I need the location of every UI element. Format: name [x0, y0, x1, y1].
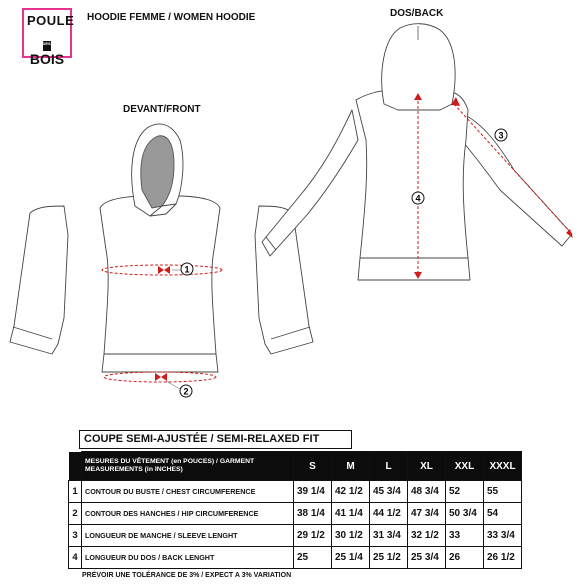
size-table-header-row [69, 452, 522, 481]
marker-3-label: 3 [498, 130, 504, 141]
table-row [69, 503, 522, 525]
tolerance-footnote: PRÉVOIR UNE TOLÉRANCE DE 3% / EXPECT A 3% VARIATION [82, 572, 292, 579]
value-cell: 45 3/4 [370, 481, 408, 503]
value-cell: 50 3/4 [446, 503, 484, 525]
value-cell: 54 [484, 503, 522, 525]
size-header-xxxl: XXXL [484, 452, 522, 481]
row-number: 3 [69, 525, 82, 547]
value-cell: 52 [446, 481, 484, 503]
marker-4-label: 4 [415, 193, 421, 204]
marker-2 [180, 385, 192, 397]
value-cell: 38 1/4 [294, 503, 332, 525]
size-chart-table [68, 451, 522, 569]
marker-4 [412, 192, 424, 204]
value-cell: 33 3/4 [484, 525, 522, 547]
table-row [69, 547, 522, 569]
row-number: 2 [69, 503, 82, 525]
row-number: 1 [69, 481, 82, 503]
value-cell: 42 1/2 [332, 481, 370, 503]
row-label: LONGUEUR DE MANCHE / SLEEVE LENGHT [82, 525, 294, 547]
front-view-label: DEVANT/FRONT [123, 104, 201, 115]
brand-logo-top: POULE [27, 13, 75, 28]
marker-1 [181, 263, 193, 275]
size-header-s: S [294, 452, 332, 481]
value-cell: 41 1/4 [332, 503, 370, 525]
table-row [69, 525, 522, 547]
size-header-xl: XL [408, 452, 446, 481]
brand-logo-bottom-text: BOIS [29, 51, 65, 67]
size-header-l: L [370, 452, 408, 481]
row-label: LONGUEUR DU DOS / BACK LENGHT [82, 547, 294, 569]
header-blank-cell [69, 452, 82, 481]
value-cell: 29 1/2 [294, 525, 332, 547]
row-label: CONTOUR DES HANCHES / HIP CIRCUMFERENCE [82, 503, 294, 525]
marker-2-label: 2 [183, 386, 189, 397]
value-cell: 25 [294, 547, 332, 569]
value-cell: 30 1/2 [332, 525, 370, 547]
value-cell: 33 [446, 525, 484, 547]
value-cell: 44 1/2 [370, 503, 408, 525]
value-cell: 32 1/2 [408, 525, 446, 547]
value-cell: 55 [484, 481, 522, 503]
value-cell: 47 3/4 [408, 503, 446, 525]
table-row [69, 481, 522, 503]
value-cell: 48 3/4 [408, 481, 446, 503]
measurements-header: MESURES DU VÊTEMENT (en POUCES) / GARMENT MEASUREMENTS (in INCHES) [82, 452, 294, 481]
page-title: HOODIE FEMME / WOMEN HOODIE [87, 12, 256, 23]
size-table-title: COUPE SEMI-AJUSTÉE / SEMI-RELAXED FIT [79, 430, 352, 449]
size-header-m: M [332, 452, 370, 481]
value-cell: 25 1/4 [332, 547, 370, 569]
marker-3 [495, 129, 507, 141]
size-header-xxl: XXL [446, 452, 484, 481]
value-cell: 25 3/4 [408, 547, 446, 569]
value-cell: 25 1/2 [370, 547, 408, 569]
brand-logo-middle: DES [43, 41, 51, 51]
value-cell: 31 3/4 [370, 525, 408, 547]
marker-1-label: 1 [184, 264, 190, 275]
value-cell: 26 [446, 547, 484, 569]
row-label: CONTOUR DU BUSTE / CHEST CIRCUMFERENCE [82, 481, 294, 503]
back-view-label: DOS/BACK [390, 8, 444, 19]
row-number: 4 [69, 547, 82, 569]
value-cell: 39 1/4 [294, 481, 332, 503]
value-cell: 26 1/2 [484, 547, 522, 569]
